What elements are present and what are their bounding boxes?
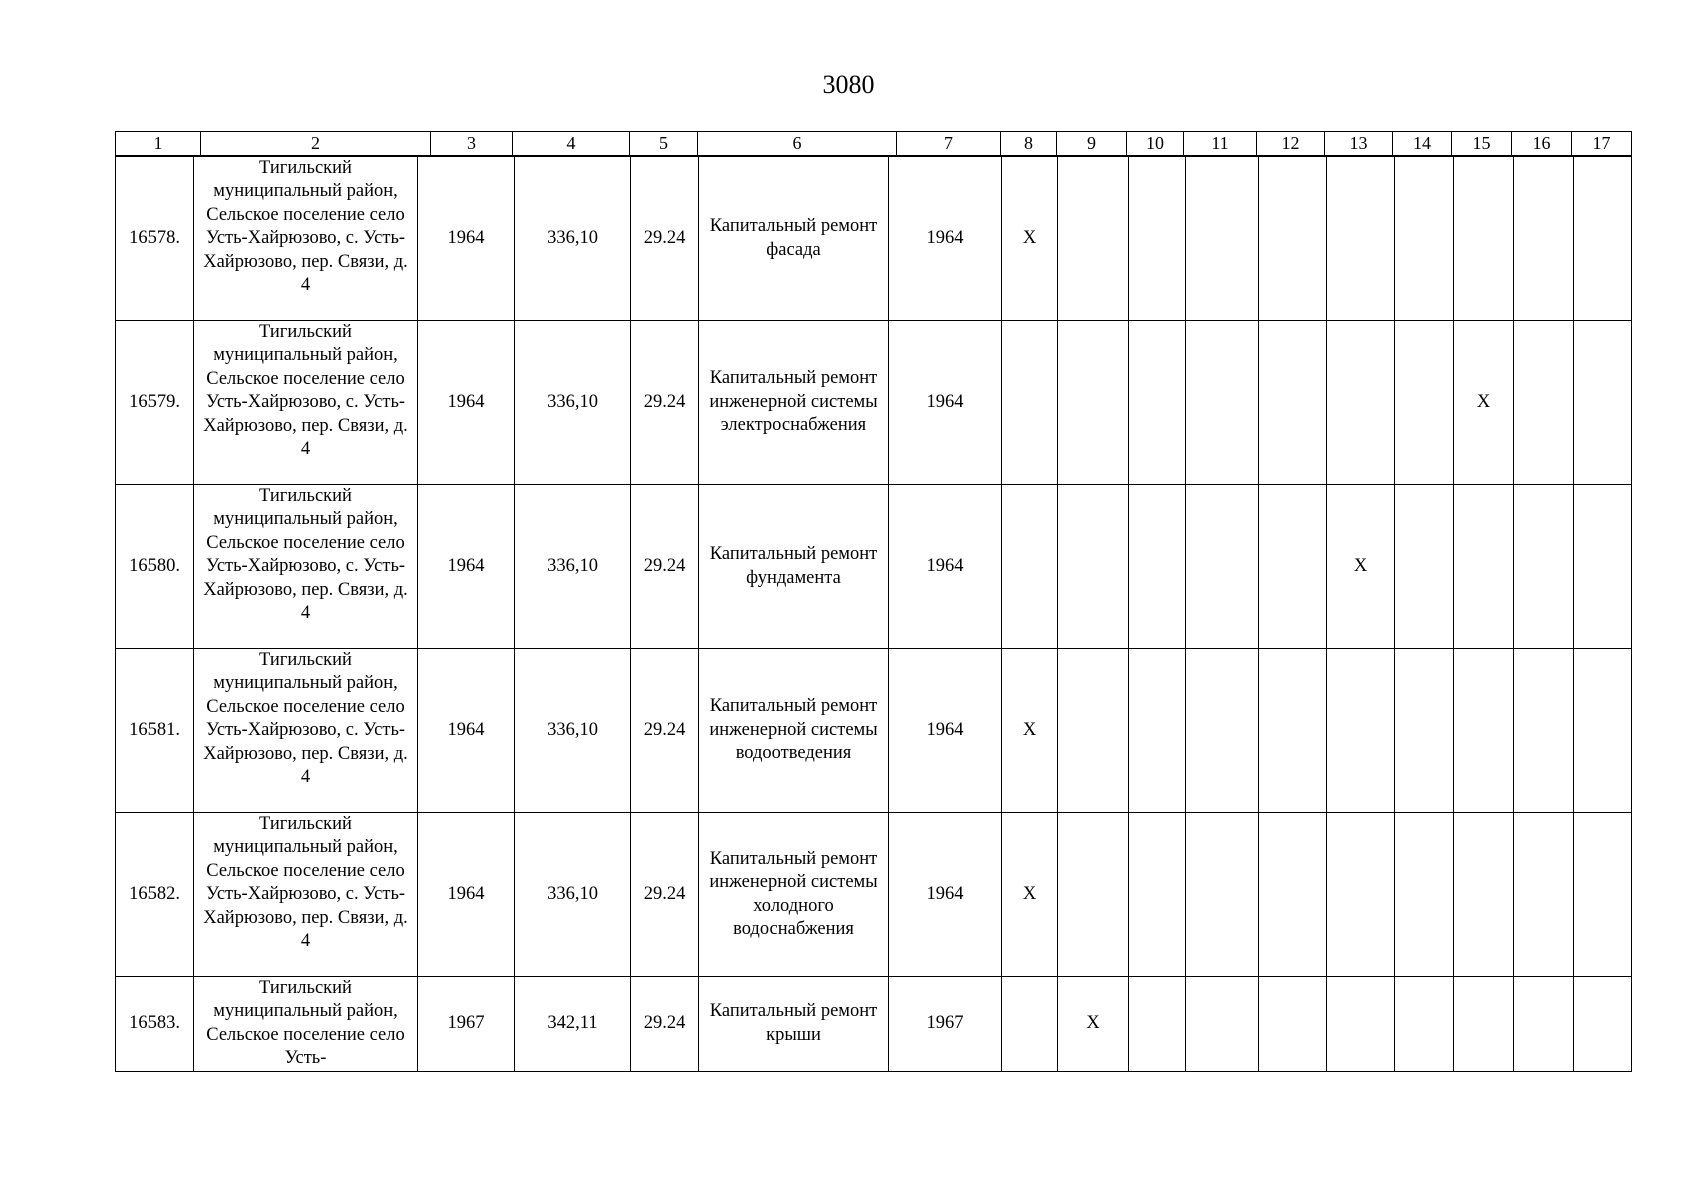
header-col-7: 7 [897,132,1001,156]
mark-cell-col-11 [1186,485,1259,649]
work-type-cell: Капитальный ремонт крыши [699,977,889,1072]
work-type-cell: Капитальный ремонт фундамента [699,485,889,649]
mark-cell-col-8 [1002,977,1058,1072]
header-col-11: 11 [1184,132,1257,156]
mark-cell-col-8: X [1002,157,1058,321]
mark-cell-col-12 [1259,485,1327,649]
capital-repair-table [115,156,1632,1072]
mark-cell-col-17 [1574,977,1632,1072]
mark-cell-col-9 [1058,321,1129,485]
commission-year-cell: 1964 [418,157,515,321]
table-row [116,157,1632,321]
mark-cell-col-13 [1327,649,1395,813]
header-col-17: 17 [1572,132,1632,156]
mark-cell-col-12 [1259,977,1327,1072]
header-col-9: 9 [1057,132,1127,156]
work-type-cell: Капитальный ремонт инженерной системы электроснабжения [699,321,889,485]
row-number: 16582. [116,813,194,977]
mark-cell-col-11 [1186,157,1259,321]
mark-cell-col-9 [1058,157,1129,321]
mark-cell-col-12 [1259,813,1327,977]
header-col-8: 8 [1001,132,1057,156]
mark-cell-col-15 [1454,649,1514,813]
mark-cell-col-16 [1514,977,1574,1072]
mark-cell-col-10 [1129,157,1186,321]
rate-cell: 29.24 [631,649,699,813]
header-col-2: 2 [201,132,431,156]
mark-cell-col-9 [1058,649,1129,813]
year-cell: 1964 [889,649,1002,813]
mark-cell-col-14 [1395,157,1454,321]
work-type-cell: Капитальный ремонт инженерной системы водоотведения [699,649,889,813]
mark-cell-col-11 [1186,977,1259,1072]
row-number: 16578. [116,157,194,321]
mark-cell-col-17 [1574,485,1632,649]
mark-cell-col-9: X [1058,977,1129,1072]
mark-cell-col-15 [1454,977,1514,1072]
mark-cell-col-11 [1186,321,1259,485]
mark-cell-col-13 [1327,157,1395,321]
address-cell: Тигильский муниципальный район, Сельское поселение село Усть-Хайрюзово, с. Усть-Хайрюзово, пер. Связи, д. 4 [194,649,418,813]
mark-cell-col-13: X [1327,485,1395,649]
header-col-4: 4 [513,132,630,156]
mark-cell-col-8 [1002,485,1058,649]
rate-cell: 29.24 [631,157,699,321]
header-col-12: 12 [1257,132,1325,156]
mark-cell-col-14 [1395,321,1454,485]
mark-cell-col-16 [1514,813,1574,977]
row-number: 16581. [116,649,194,813]
column-number-header [115,131,1632,156]
rate-cell: 29.24 [631,977,699,1072]
mark-cell-col-16 [1514,321,1574,485]
work-type-cell: Капитальный ремонт фасада [699,157,889,321]
mark-cell-col-17 [1574,813,1632,977]
area-cell: 336,10 [515,649,631,813]
mark-cell-col-11 [1186,649,1259,813]
area-cell: 336,10 [515,157,631,321]
mark-cell-col-8: X [1002,649,1058,813]
rate-cell: 29.24 [631,321,699,485]
mark-cell-col-17 [1574,157,1632,321]
year-cell: 1967 [889,977,1002,1072]
address-cell: Тигильский муниципальный район, Сельское поселение село Усть- [194,977,418,1072]
mark-cell-col-16 [1514,485,1574,649]
mark-cell-col-12 [1259,321,1327,485]
mark-cell-col-10 [1129,977,1186,1072]
mark-cell-col-13 [1327,977,1395,1072]
table-row [116,485,1632,649]
year-cell: 1964 [889,813,1002,977]
row-number: 16579. [116,321,194,485]
mark-cell-col-10 [1129,649,1186,813]
mark-cell-col-12 [1259,157,1327,321]
mark-cell-col-16 [1514,157,1574,321]
mark-cell-col-11 [1186,813,1259,977]
header-col-13: 13 [1325,132,1393,156]
row-number: 16580. [116,485,194,649]
mark-cell-col-10 [1129,321,1186,485]
mark-cell-col-14 [1395,813,1454,977]
commission-year-cell: 1964 [418,813,515,977]
mark-cell-col-17 [1574,321,1632,485]
commission-year-cell: 1964 [418,485,515,649]
mark-cell-col-13 [1327,813,1395,977]
mark-cell-col-17 [1574,649,1632,813]
mark-cell-col-15 [1454,485,1514,649]
commission-year-cell: 1964 [418,649,515,813]
address-cell: Тигильский муниципальный район, Сельское поселение село Усть-Хайрюзово, с. Усть-Хайрюзово, пер. Связи, д. 4 [194,813,418,977]
header-col-5: 5 [630,132,698,156]
area-cell: 336,10 [515,485,631,649]
table-row [116,977,1632,1072]
work-type-cell: Капитальный ремонт инженерной системы холодного водоснабжения [699,813,889,977]
header-col-6: 6 [698,132,897,156]
mark-cell-col-13 [1327,321,1395,485]
address-cell: Тигильский муниципальный район, Сельское поселение село Усть-Хайрюзово, с. Усть-Хайрюзово, пер. Связи, д. 4 [194,157,418,321]
mark-cell-col-8 [1002,321,1058,485]
mark-cell-col-9 [1058,813,1129,977]
year-cell: 1964 [889,321,1002,485]
address-cell: Тигильский муниципальный район, Сельское поселение село Усть-Хайрюзово, с. Усть-Хайрюзово, пер. Связи, д. 4 [194,321,418,485]
area-cell: 342,11 [515,977,631,1072]
commission-year-cell: 1964 [418,321,515,485]
rate-cell: 29.24 [631,485,699,649]
header-col-3: 3 [431,132,513,156]
header-col-10: 10 [1127,132,1184,156]
mark-cell-col-14 [1395,649,1454,813]
header-col-1: 1 [116,132,201,156]
page-number: 3080 [822,70,875,99]
mark-cell-col-16 [1514,649,1574,813]
year-cell: 1964 [889,485,1002,649]
mark-cell-col-15: X [1454,321,1514,485]
table-row [116,649,1632,813]
mark-cell-col-12 [1259,649,1327,813]
header-col-16: 16 [1512,132,1572,156]
row-number: 16583. [116,977,194,1072]
mark-cell-col-14 [1395,485,1454,649]
rate-cell: 29.24 [631,813,699,977]
year-cell: 1964 [889,157,1002,321]
mark-cell-col-9 [1058,485,1129,649]
area-cell: 336,10 [515,813,631,977]
mark-cell-col-15 [1454,813,1514,977]
table-row [116,321,1632,485]
mark-cell-col-14 [1395,977,1454,1072]
table-row [116,813,1632,977]
mark-cell-col-15 [1454,157,1514,321]
area-cell: 336,10 [515,321,631,485]
address-cell: Тигильский муниципальный район, Сельское поселение село Усть-Хайрюзово, с. Усть-Хайрюзово, пер. Связи, д. 4 [194,485,418,649]
header-col-14: 14 [1393,132,1452,156]
header-col-15: 15 [1452,132,1512,156]
commission-year-cell: 1967 [418,977,515,1072]
mark-cell-col-10 [1129,485,1186,649]
mark-cell-col-10 [1129,813,1186,977]
mark-cell-col-8: X [1002,813,1058,977]
